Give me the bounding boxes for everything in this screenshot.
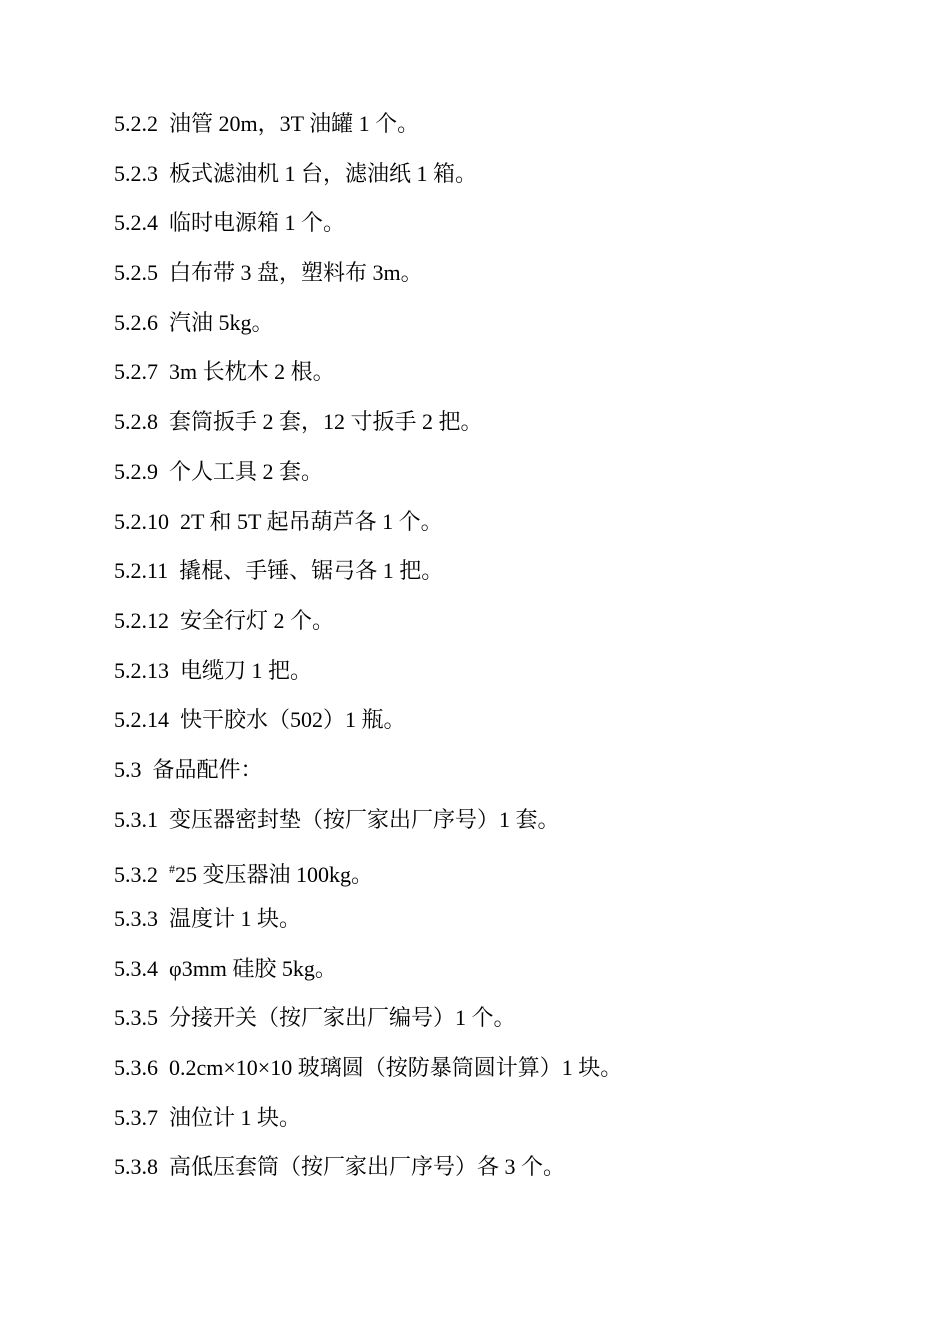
list-item [114,502,894,552]
item-number: 5.2.5 [114,260,158,286]
item-number: 5.2.7 [114,359,158,385]
section-heading [114,750,894,800]
item-text: 快干胶水（502）1 瓶。 [180,707,406,733]
item-number: 5.3.3 [114,906,158,931]
item-text: 变压器密封垫（按厂家出厂序号）1 套。 [169,806,560,832]
item-text: 安全行灯 2 个。 [180,607,335,633]
list-item [114,998,894,1048]
list-item [114,402,894,452]
list-item [114,154,894,204]
item-number: 5.2.10 [114,508,169,534]
list-item [114,800,894,850]
list-item [114,700,894,750]
item-number: 5.2.4 [114,210,158,236]
item-text: 白布带 3 盘，塑料布 3m。 [169,260,423,286]
item-number: 5.2.11 [114,558,169,584]
list-item [114,949,894,999]
item-text: 汽油 5kg。 [169,309,274,335]
item-number: 5.2.3 [114,160,158,186]
list-item [114,352,894,402]
section-number: 5.3 [114,756,142,782]
list-item [114,452,894,502]
item-text: 撬棍、手锤、锯弓各 1 把。 [179,558,444,584]
item-text: 分接开关（按厂家出厂编号）1 个。 [169,1005,516,1031]
section-title: 备品配件： [152,756,263,782]
item-number: 5.3.7 [114,1104,158,1130]
list-item [114,253,894,303]
item-number: 5.3.2 [114,862,158,888]
item-number: 5.3.6 [114,1055,158,1081]
item-text: 0.2cm×10×10 玻璃圆（按防暴筒圆计算）1 块。 [169,1055,623,1081]
list-item [114,551,894,601]
list-item [114,203,894,253]
item-number: 5.2.8 [114,409,158,435]
item-text: 电缆刀 1 把。 [180,657,313,683]
item-number: 5.3.5 [114,1005,158,1031]
item-number: 5.3.1 [114,806,158,832]
item-text: 套筒扳手 2 套，12 寸扳手 2 把。 [169,409,483,435]
item-number: 5.3.4 [114,955,158,981]
item-text: 2T 和 5T 起吊葫芦各 1 个。 [180,508,443,534]
item-text: 温度计 1 块。 [169,906,302,931]
item-text: 3m 长枕木 2 根。 [169,359,335,385]
item-text: φ3mm 硅胶 5kg。 [169,955,337,981]
item-number: 5.2.12 [114,607,169,633]
item-text: 板式滤油机 1 台，滤油纸 1 箱。 [169,160,478,186]
list-item [114,104,894,154]
item-text: 油位计 1 块。 [169,1104,302,1130]
item-number: 5.2.9 [114,458,158,484]
item-text: 25 变压器油 100kg。 [175,862,374,888]
item-number: 5.2.14 [114,707,169,733]
item-number: 5.2.2 [114,111,158,136]
item-text: 油管 20m，3T 油罐 1 个。 [169,111,420,136]
item-number: 5.2.13 [114,657,169,683]
item-text: 个人工具 2 套。 [169,458,324,484]
superscript-mark: # [169,862,175,877]
item-number: 5.3.8 [114,1154,158,1180]
list-item [114,651,894,701]
list-item [114,849,894,899]
list-item [114,1098,894,1148]
list-item [114,1048,894,1098]
list-item [114,899,894,949]
equipment-list [114,104,894,1197]
item-text: 高低压套筒（按厂家出厂序号）各 3 个。 [169,1154,566,1180]
list-item [114,1147,894,1197]
list-item [114,601,894,651]
item-number: 5.2.6 [114,309,158,335]
list-item [114,303,894,353]
item-text: 临时电源箱 1 个。 [169,210,346,236]
